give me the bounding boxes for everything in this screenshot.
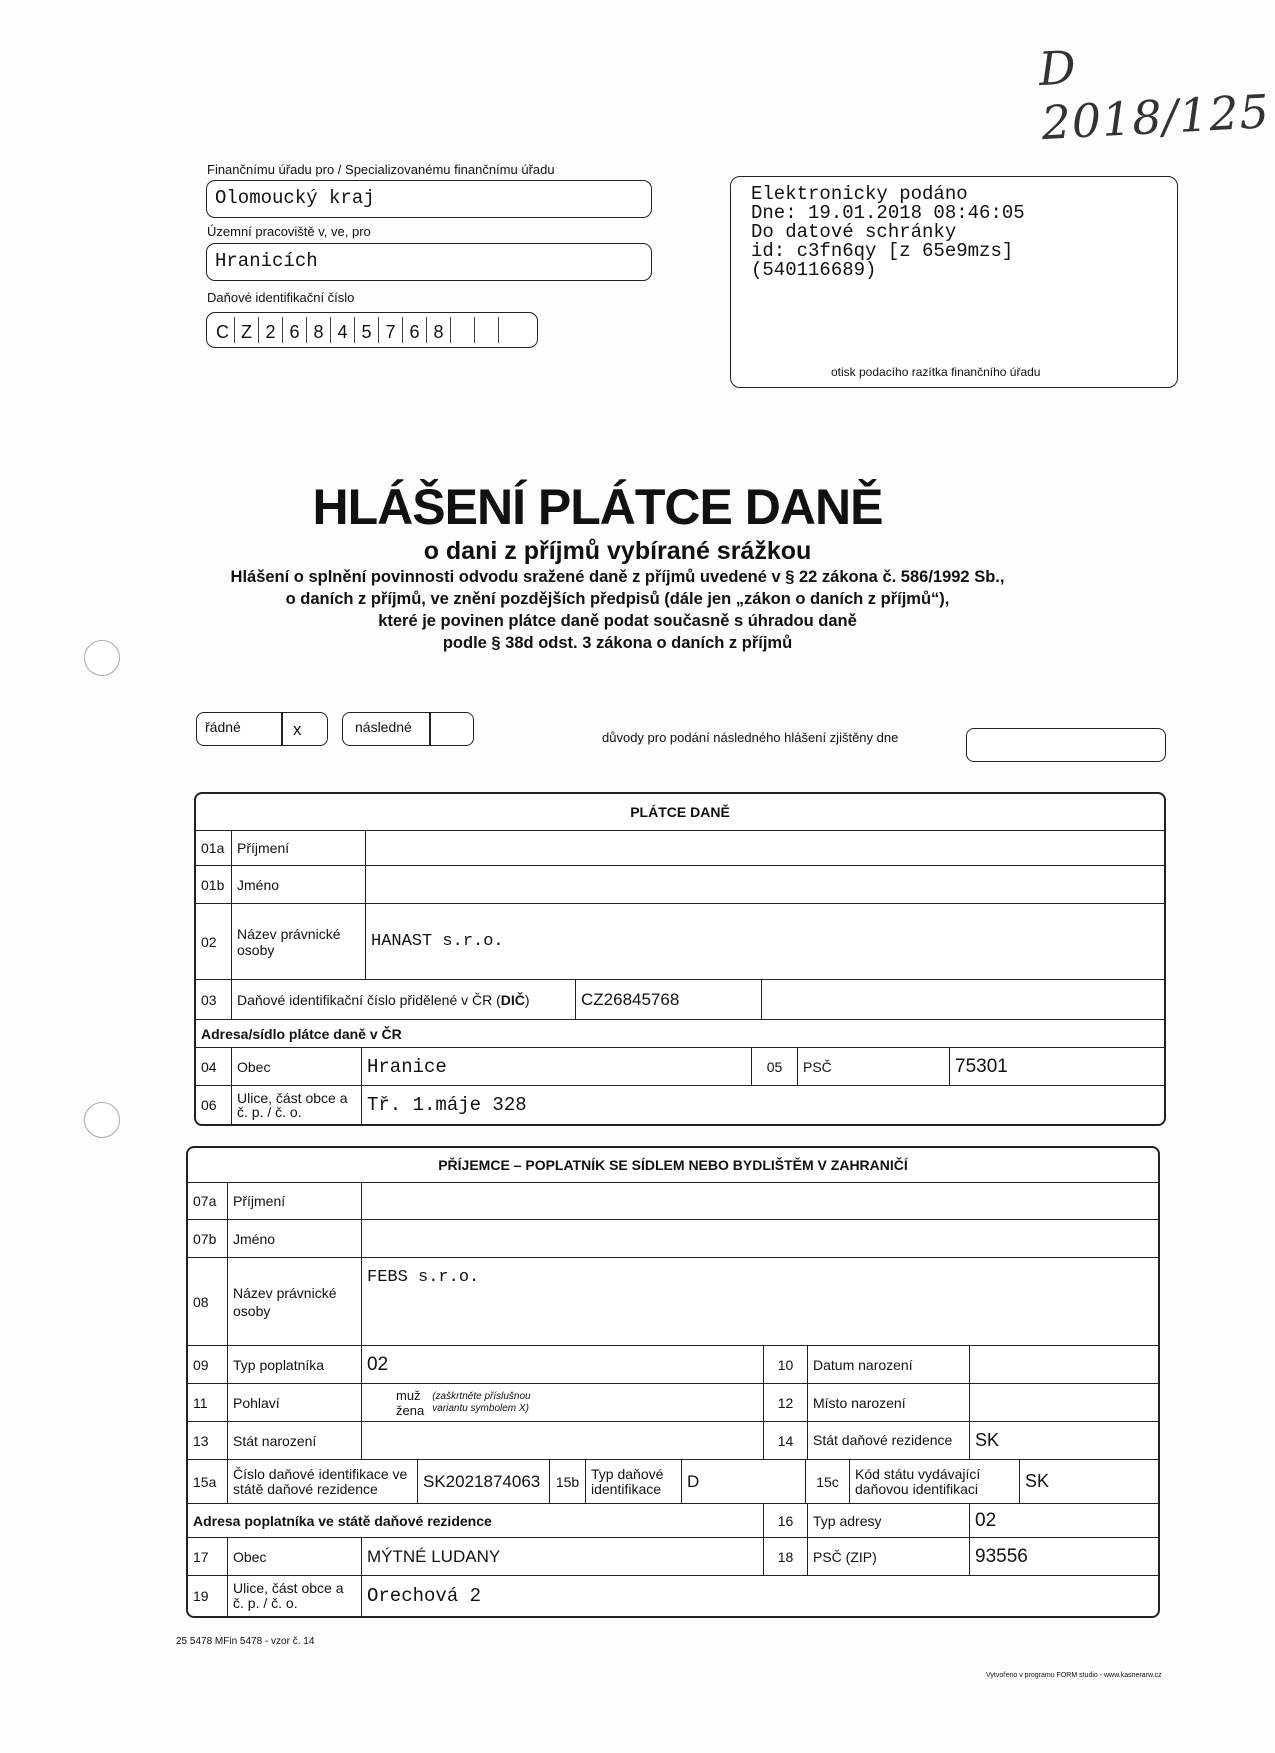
payer-address-header: Adresa/sídlo plátce daně v ČR <box>196 1020 1164 1048</box>
form-code: 25 5478 MFin 5478 - vzor č. 14 <box>176 1636 315 1647</box>
row-num: 15b <box>550 1460 586 1504</box>
dic-char: 8 <box>427 317 451 343</box>
recipient-city-field[interactable]: MÝTNÉ LUDANY <box>362 1538 764 1576</box>
surname-label: Příjmení <box>232 830 366 866</box>
row-num: 01b <box>196 866 232 904</box>
description-line: Hlášení o splnění povinnosti odvodu sražené daně z příjmů uvedené v § 22 zákona č. 586/1992 Sb., <box>230 568 1005 586</box>
address-type-label: Typ adresy <box>808 1504 970 1538</box>
dic-char <box>475 317 499 343</box>
row-num: 08 <box>188 1258 228 1346</box>
address-type-field[interactable]: 02 <box>970 1504 1158 1538</box>
stamp-line: (540116689) <box>751 259 877 281</box>
reasons-label: důvody pro podání následného hlášení zjištěny dne <box>602 730 899 745</box>
payer-dic-label <box>232 980 576 1020</box>
dic-field[interactable] <box>206 312 538 348</box>
recipient-header: PŘÍJEMCE – POPLATNÍK SE SÍDLEM NEBO BYDLIŠTĚM V ZAHRANIČÍ <box>188 1148 1158 1183</box>
dic-char: 5 <box>355 317 379 343</box>
birth-country-label: Stát narození <box>228 1422 362 1460</box>
form-title: HLÁŠENÍ PLÁTCE DANĚ <box>312 479 883 535</box>
form-subtitle: o dani z příjmů vybírané srážkou <box>423 537 812 565</box>
tax-id-field[interactable]: SK2021874063 <box>418 1460 550 1504</box>
handwritten-reference: D 2018/125 <box>1037 40 1272 151</box>
street-label: Ulice, část obce a č. p. / č. o. <box>232 1086 362 1124</box>
stamp-caption: otisk podacího razítka finančního úřadu <box>831 365 1041 379</box>
dic-char <box>451 317 475 343</box>
recipient-section <box>186 1146 1160 1618</box>
row-num: 09 <box>188 1346 228 1384</box>
zip-label: PSČ (ZIP) <box>808 1538 970 1576</box>
dic-label-bold: DIČ <box>500 991 525 1008</box>
regular-filing-field[interactable] <box>196 712 328 746</box>
branch-field[interactable] <box>206 243 652 281</box>
zip-label: PSČ <box>798 1048 950 1086</box>
row-num: 13 <box>188 1422 228 1460</box>
tax-id-type-field[interactable]: D <box>682 1460 806 1504</box>
row-num: 14 <box>764 1422 808 1460</box>
dic-label-end: ) <box>524 991 530 1008</box>
stamp-line: Dne: 19.01.2018 08:46:05 <box>751 202 1025 224</box>
row-num: 03 <box>196 980 232 1020</box>
dic-label: Daňové identifikační číslo <box>207 290 355 305</box>
followup-filing-field[interactable] <box>342 712 474 746</box>
birth-place-field[interactable] <box>970 1384 1158 1422</box>
row-num: 04 <box>196 1048 232 1086</box>
birth-date-field[interactable] <box>970 1346 1158 1384</box>
issuing-country-label: Kód státu vydávající daňovou identifikaci <box>850 1460 1020 1504</box>
gender-label: Pohlaví <box>228 1384 362 1422</box>
dic-char: 6 <box>403 317 427 343</box>
row-num: 02 <box>196 904 232 980</box>
company-name-label: Název právnické osoby <box>232 904 366 980</box>
followup-label: následné <box>355 719 412 735</box>
recipient-type-field[interactable]: 02 <box>362 1346 764 1384</box>
row-num: 06 <box>196 1086 232 1124</box>
dic-char: 4 <box>331 317 355 343</box>
company-name-label: Název právnické osoby <box>228 1258 362 1346</box>
surname-label: Příjmení <box>228 1182 362 1220</box>
office-label: Finančnímu úřadu pro / Specializovanému finančnímu úřadu <box>207 162 555 177</box>
dic-label-text: Daňové identifikační číslo přidělené v ČR ( <box>237 991 501 1008</box>
stamp-line: Elektronicky podáno <box>751 183 968 205</box>
blank-cell <box>762 980 1164 1020</box>
issuing-country-field[interactable]: SK <box>1020 1460 1158 1504</box>
stamp-line: id: c3fn6qy [z 65e9mzs] <box>751 240 1014 262</box>
office-field[interactable] <box>206 180 652 218</box>
name-label: Jméno <box>228 1220 362 1258</box>
row-num: 16 <box>764 1504 808 1538</box>
street-label: Ulice, část obce a č. p. / č. o. <box>228 1576 362 1616</box>
dic-char: 6 <box>283 317 307 343</box>
row-num: 19 <box>188 1576 228 1616</box>
payer-zip-field[interactable]: 75301 <box>950 1048 1164 1086</box>
row-num: 07a <box>188 1182 228 1220</box>
stamp-text <box>751 185 1025 280</box>
dic-char: C <box>211 317 235 343</box>
row-num: 07b <box>188 1220 228 1258</box>
reasons-date-field[interactable] <box>966 728 1166 762</box>
payer-surname-field[interactable] <box>366 830 1164 866</box>
recipient-street-field[interactable]: Orechová 2 <box>367 1585 482 1607</box>
recipient-company-field[interactable]: FEBS s.r.o. <box>362 1258 1158 1346</box>
payer-city-field[interactable]: Hranice <box>362 1048 752 1086</box>
payer-name-field[interactable] <box>366 866 1164 904</box>
recipient-surname-field[interactable] <box>362 1182 1158 1220</box>
dic-chars <box>211 317 499 343</box>
payer-company-field[interactable]: HANAST s.r.o. <box>366 904 1164 980</box>
dic-char: 7 <box>379 317 403 343</box>
row-num: 18 <box>764 1538 808 1576</box>
description-line: o daních z příjmů, ve znění pozdějších předpisů (dále jen „zákon o daních z příjmů“), <box>285 590 950 608</box>
description-line: které je povinen plátce daně podat současně s úhradou daně <box>378 612 857 630</box>
birth-date-label: Datum narození <box>808 1346 970 1384</box>
tax-id-label: Číslo daňové identifikace ve státě daňové rezidence <box>228 1460 418 1504</box>
regular-label: řádné <box>205 719 241 735</box>
city-label: Obec <box>232 1048 362 1086</box>
payer-header: PLÁTCE DANĚ <box>196 794 1164 831</box>
stamp-line: Do datové schránky <box>751 221 957 243</box>
dic-char: Z <box>235 317 259 343</box>
birth-country-field[interactable] <box>362 1422 764 1460</box>
row-num: 05 <box>752 1048 798 1086</box>
birth-place-label: Místo narození <box>808 1384 970 1422</box>
branch-value: Hranicích <box>215 250 318 272</box>
payer-street-field[interactable]: Tř. 1.máje 328 <box>367 1094 527 1116</box>
city-label: Obec <box>228 1538 362 1576</box>
divider <box>429 713 431 745</box>
dic-char: 2 <box>259 317 283 343</box>
regular-checkbox-value[interactable]: x <box>293 720 302 739</box>
software-note: Vytvořeno v programu FORM studio - www.kasnerarw.cz <box>986 1672 1162 1679</box>
gender-note: (zaškrtněte příslušnou variantu symbolem X) <box>432 1390 531 1414</box>
name-label: Jméno <box>232 866 366 904</box>
payer-dic-field[interactable]: CZ26845768 <box>576 980 762 1020</box>
row-num: 01a <box>196 830 232 866</box>
tax-id-type-label: Typ daňové identifikace <box>586 1460 682 1504</box>
recipient-name-field[interactable] <box>362 1220 1158 1258</box>
branch-label: Územní pracoviště v, ve, pro <box>207 224 371 239</box>
office-value: Olomoucký kraj <box>215 187 375 209</box>
row-num: 12 <box>764 1384 808 1422</box>
gender-field[interactable] <box>362 1384 764 1422</box>
punch-hole <box>84 1102 120 1138</box>
row-num: 15c <box>806 1460 850 1504</box>
residence-country-label: Stát daňové rezidence <box>808 1422 970 1460</box>
row-num: 17 <box>188 1538 228 1576</box>
row-num: 10 <box>764 1346 808 1384</box>
dic-char: 8 <box>307 317 331 343</box>
gender-female[interactable]: žena <box>396 1402 425 1418</box>
row-num: 15a <box>188 1460 228 1504</box>
payer-type-label: Typ poplatníka <box>228 1346 362 1384</box>
divider <box>281 713 283 745</box>
row-num: 11 <box>188 1384 228 1422</box>
form-description <box>0 566 1255 654</box>
filing-stamp <box>730 176 1178 388</box>
recipient-zip-field[interactable]: 93556 <box>970 1538 1158 1576</box>
payer-section <box>194 792 1166 1126</box>
description-line: podle § 38d odst. 3 zákona o daních z příjmů <box>442 634 793 652</box>
recipient-address-header: Adresa poplatníka ve státě daňové rezidence <box>188 1504 764 1538</box>
gender-male[interactable]: muž <box>396 1387 421 1403</box>
residence-country-field[interactable]: SK <box>970 1422 1158 1460</box>
